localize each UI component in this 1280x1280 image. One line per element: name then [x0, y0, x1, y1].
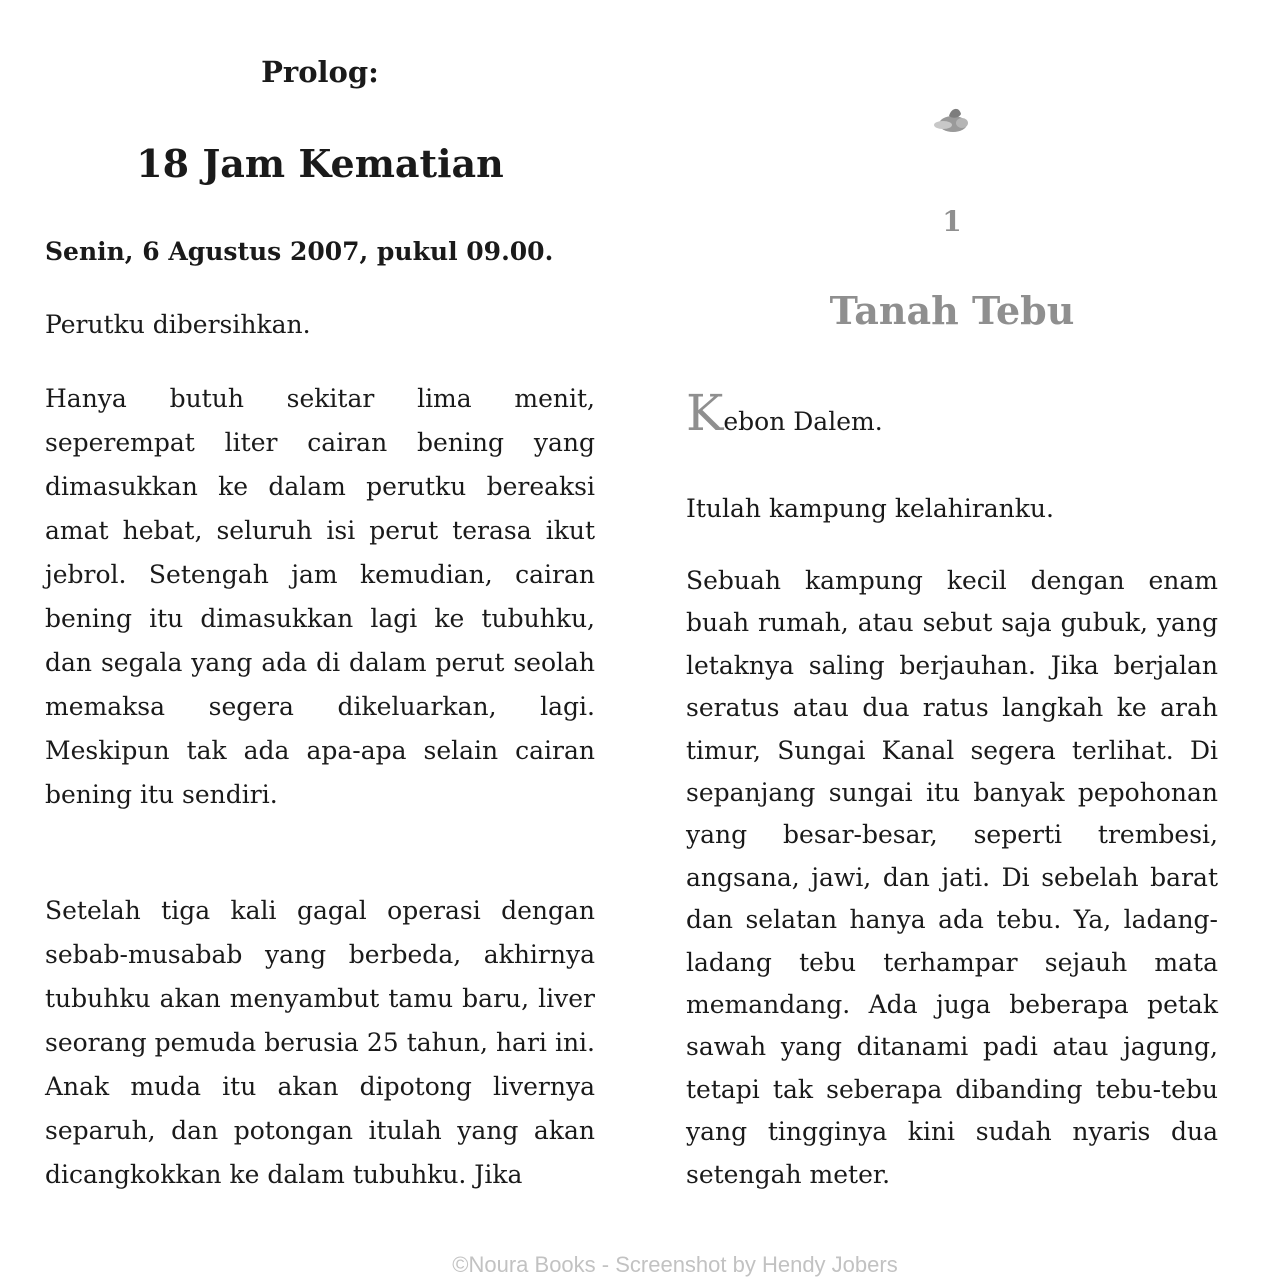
ornament-icon	[929, 100, 975, 136]
prolog-title: 18 Jam Kematian	[136, 141, 504, 186]
chapter-title: Tanah Tebu	[829, 288, 1075, 333]
chapter-opening	[686, 384, 1218, 447]
date-line: Senin, 6 Agustus 2007, pukul 09.00.	[45, 237, 554, 266]
right-paragraph-2: Sebuah kampung kecil dengan enam buah rumah, atau sebut saja gubuk, yang letaknya saling berjauhan. Jika berjalan seratus atau dua ratus langkah ke arah timur, Sungai Kanal segera terlihat. Di sepanjang sungai itu banyak pepohonan yang besar-besar, seperti trembesi, angsana, jawi, dan jati. Di sebelah barat dan selatan hanya ada tebu. Ya, ladang-ladang tebu terhampar sejauh mata memandang. Ada juga beberapa petak sawah yang ditanami padi atau jagung, tetapi tak seberapa dibanding tebu-tebu yang tingginya kini sudah nyaris dua setengah meter.	[686, 566, 1218, 1189]
left-paragraph-1: Perutku dibersihkan.	[45, 310, 311, 339]
drop-cap: K	[686, 384, 724, 442]
right-paragraph-1: Itulah kampung kelahiranku.	[686, 494, 1054, 523]
chapter-number: 1	[942, 205, 962, 238]
opening-text: ebon Dalem.	[723, 407, 883, 436]
left-paragraph-3: Setelah tiga kali gagal operasi dengan sebab-musabab yang berbeda, akhirnya tubuhku akan menyambut tamu baru, liver seorang pemuda berusia 25 tahun, hari ini. Anak muda itu akan dipotong livernya separuh, dan potongan itulah yang akan dicangkokkan ke dalam tubuhku. Jika	[45, 896, 595, 1189]
left-paragraph-2: Hanya butuh sekitar lima menit, seperempat liter cairan bening yang dimasukkan ke dalam perutku bereaksi amat hebat, seluruh isi perut terasa ikut jebrol. Setengah jam kemudian, cairan bening itu dimasukkan lagi ke tubuhku, dan segala yang ada di dalam perut seolah memaksa segera dikeluarkan, lagi. Meskipun tak ada apa-apa selain cairan bening itu sendiri.	[45, 384, 595, 809]
prolog-label: Prolog:	[261, 55, 379, 89]
watermark-footer: ©Noura Books - Screenshot by Hendy Jobers	[452, 1252, 898, 1277]
